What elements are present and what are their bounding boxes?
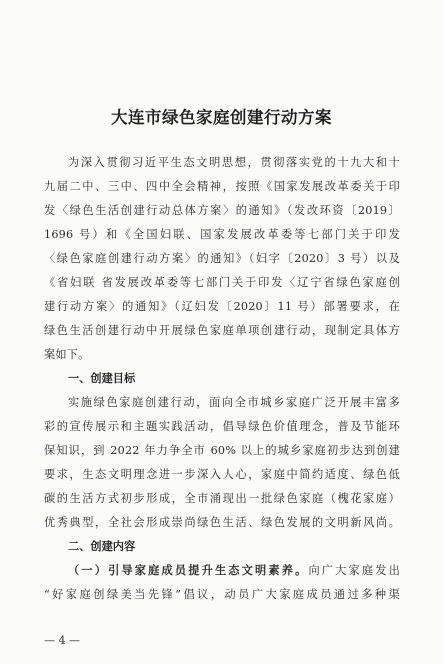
paragraph-line: 发〈绿色生活创建行动总体方案〉的通知》（发改环资〔2019〕 [44,204,400,217]
page-number: — 4 — [44,634,80,647]
section-heading-content: 二、创建内容 [68,540,136,553]
paragraph-line: 碳的生活方式初步形成，全市涌现出一批绿色家庭（槐花家庭） [44,492,400,505]
paragraph-line: 实施绿色家庭创建行动，面向全市城乡家庭广泛开展丰富多 [68,396,400,409]
section-heading-goal: 一、创建目标 [68,372,136,385]
subsection-heading: （一）引导家庭成员提升生态文明素养。 [68,564,309,577]
paragraph-line: 彩的宣传展示和主题实践活动，倡导绿色价值理念，普及节能环 [44,420,400,433]
paragraph-line: 九届二中、三中、四中全会精神，按照《国家发展改革委关于印 [44,180,400,193]
paragraph-line: 为深入贯彻习近平生态文明思想，贯彻落实党的十九大和十 [68,156,400,169]
paragraph-line: 1696 号）和《全国妇联、国家发展改革委等七部门关于印发 [44,228,400,241]
paragraph-line: “好家庭创绿美当先锋”倡议，动员广大家庭成员通过多种渠 [44,588,400,601]
document-title: 大连市绿色家庭创建行动方案 [111,108,332,127]
paragraph-line: 建行动方案〉的通知》（辽妇发〔2020〕11 号）部署要求，在 [44,300,400,313]
paragraph-line: 优秀典型，全社会形成崇尚绿色生活、绿色发展的文明新风尚。 [44,516,400,529]
paragraph-line: 案如下。 [44,348,90,361]
paragraph-line: 保知识，到 2022 年力争全市 60% 以上的城乡家庭初步达到创建 [44,444,400,457]
paragraph-line: 要求，生态文明理念进一步深入人心，家庭中简约适度、绿色低 [44,468,400,481]
paragraph-line: 《省妇联 省发展改革委等七部门关于印发〈辽宁省绿色家庭创 [44,276,400,289]
paragraph-line: 〈绿色家庭创建行动方案〉的通知》（妇字〔2020〕3 号）以及 [44,252,400,265]
subsection-line [68,564,400,578]
paragraph-text: 向广大家庭发出 [308,564,400,577]
paragraph-line: 绿色生活创建行动中开展绿色家庭单项创建行动，现制定具体方 [44,324,400,337]
